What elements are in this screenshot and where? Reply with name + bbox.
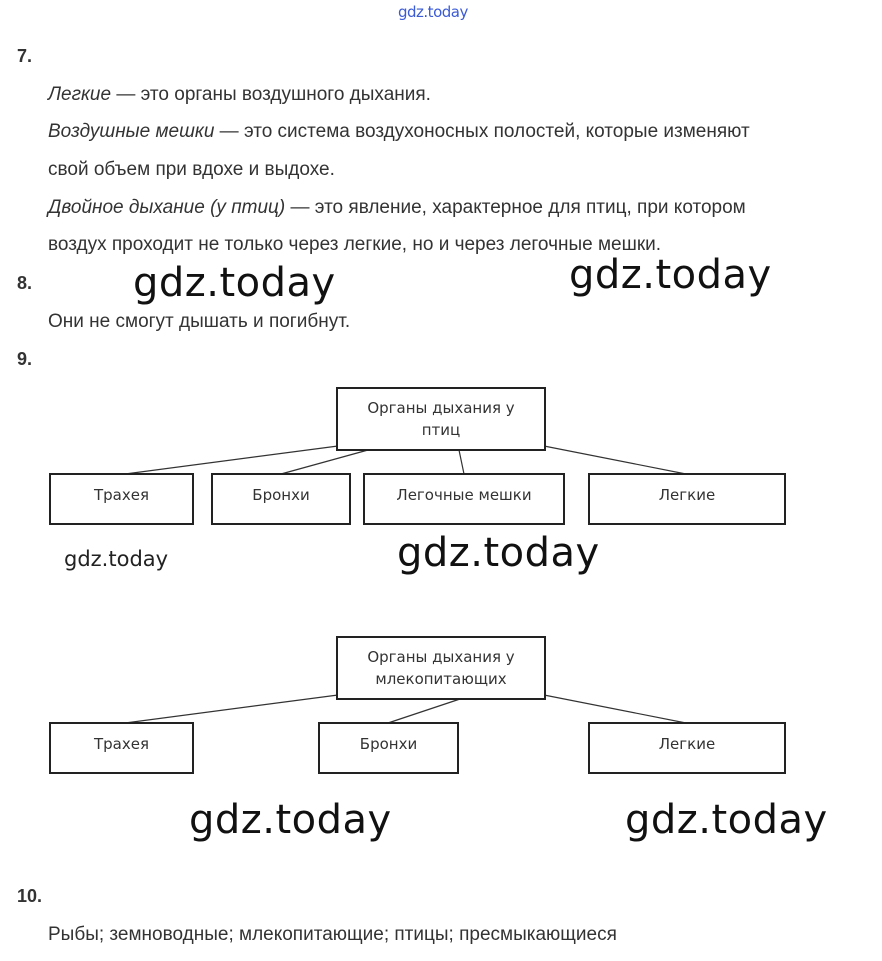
diagram-birds-root [336,387,546,451]
q7-term-air-sacs: Воздушные мешки [48,121,215,142]
connector-mammals-bronchi [388,699,460,723]
diagram-mammals-root-line-1: Органы дыхания у [367,648,515,666]
question-10-number: 10. [17,886,43,906]
diagram-mammals-root [336,636,546,700]
watermark-1: gdz.today [133,260,336,306]
q7-def-air-sacs: — это система воздухоносных полостей, которые изменяют [214,121,750,142]
diagram-birds-bronchi: Бронхи [211,473,351,525]
q7-term-double-breathing: Двойное дыхание (у птиц) [48,197,286,218]
watermark-5: gdz.today [189,797,392,843]
connector-birds-lungs [544,446,686,474]
question-8-number: 8. [17,273,33,293]
q7-line-3: свой объем при вдохе и выдохе. [48,159,335,180]
watermark-top: gdz.today [398,3,468,21]
watermark-3: gdz.today [64,547,169,571]
connector-birds-bronchi [281,450,368,474]
q10-answer: Рыбы; земноводные; млекопитающие; птицы; пресмыкающиеся [48,924,617,945]
q7-def-lungs: — это органы воздушного дыхания. [111,84,431,105]
watermark-4: gdz.today [397,530,600,576]
diagram-birds-root-line-2: птиц [421,421,461,439]
diagram-mammals-lungs: Легкие [588,722,786,774]
connector-mammals-lungs [544,695,686,723]
diagram-birds-air-sacs: Легочные мешки [363,473,565,525]
connector-birds-air-sacs [459,450,464,474]
q7-def-double-breathing: — это явление, характерное для птиц, при котором [285,197,746,218]
q7-term-lungs: Легкие [48,84,112,105]
connector-mammals-trachea [125,695,338,723]
watermark-6: gdz.today [625,797,828,843]
diagram-birds-root-line-1: Органы дыхания у [367,399,515,417]
q7-line-5: воздух проходит не только через легкие, но и через легочные мешки. [48,234,662,255]
connector-birds-trachea [125,446,338,474]
question-9-number: 9. [17,349,33,369]
watermark-2: gdz.today [569,252,772,298]
diagram-birds-lungs: Легкие [588,473,786,525]
diagram-mammals-root-line-2: млекопитающих [375,670,507,688]
diagram-mammals-trachea: Трахея [49,722,194,774]
question-7-number: 7. [17,46,33,66]
q8-answer: Они не смогут дышать и погибнут. [48,311,351,332]
diagram-birds-trachea: Трахея [49,473,194,525]
diagram-mammals-bronchi: Бронхи [318,722,459,774]
